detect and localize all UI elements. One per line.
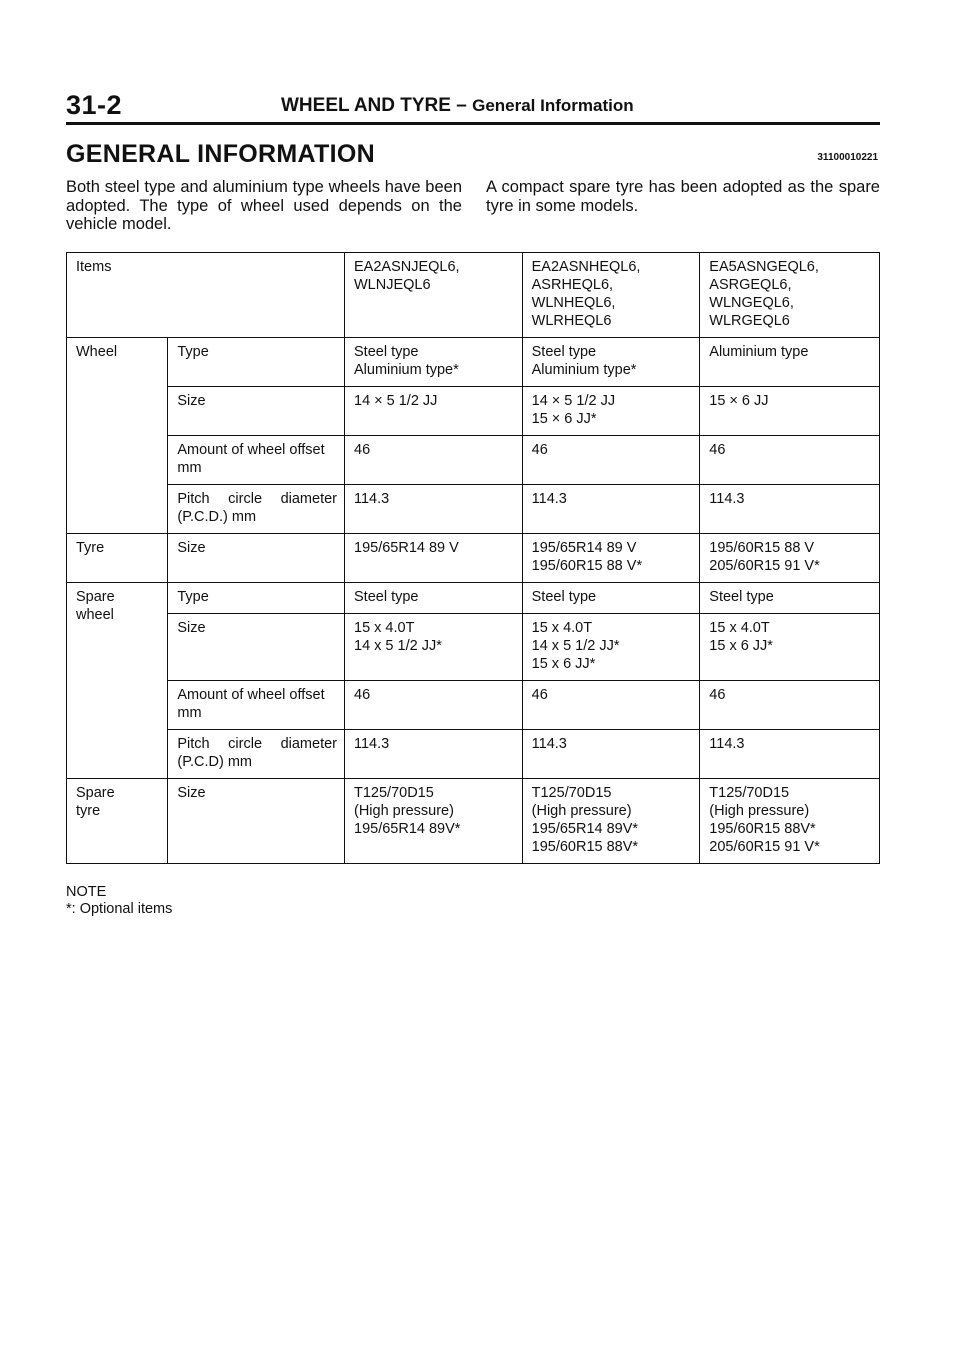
table-header-row (67, 253, 880, 338)
table-cell: 46 (522, 681, 700, 730)
row-item-label: Size (168, 614, 345, 681)
table-cell: Steel type Aluminium type* (345, 338, 523, 387)
model-header-3: EA5ASNGEQL6, ASRGEQL6, WLNGEQL6, WLRGEQL6 (700, 253, 880, 338)
table-cell: 46 (700, 681, 880, 730)
table-cell: 46 (345, 681, 523, 730)
table-cell: 114.3 (345, 485, 523, 534)
table-cell: 46 (522, 436, 700, 485)
table-cell: 46 (700, 436, 880, 485)
model-header-1: EA2ASNJEQL6, WLNJEQL6 (345, 253, 523, 338)
group-spare-wheel: Spare wheel (67, 583, 168, 779)
table-row (67, 387, 880, 436)
table-cell: Aluminium type (700, 338, 880, 387)
row-item-label: Type (168, 338, 345, 387)
note-title: NOTE (66, 884, 107, 900)
row-item-label: Size (168, 779, 345, 864)
table-row (67, 730, 880, 779)
table-row (67, 681, 880, 730)
table-cell: 195/60R15 88 V 205/60R15 91 V* (700, 534, 880, 583)
table-cell: 114.3 (700, 485, 880, 534)
table-row (67, 779, 880, 864)
row-item-label: Pitch circle diameter (P.C.D) mm (168, 730, 345, 779)
header-separator: – (456, 95, 467, 116)
header-title (281, 95, 634, 117)
table-cell: T125/70D15 (High pressure) 195/65R14 89V* 195/60R15 88V* (522, 779, 700, 864)
table-cell: 195/65R14 89 V 195/60R15 88 V* (522, 534, 700, 583)
model-header-2: EA2ASNHEQL6, ASRHEQL6, WLNHEQL6, WLRHEQL6 (522, 253, 700, 338)
table-cell: 195/65R14 89 V (345, 534, 523, 583)
row-item-label: Amount of wheel offset mm (168, 436, 345, 485)
page-header (66, 90, 880, 125)
page-number: 31-2 (66, 90, 123, 120)
table-row (67, 485, 880, 534)
row-item-label: Size (168, 387, 345, 436)
table-cell: 114.3 (522, 485, 700, 534)
group-tyre: Tyre (67, 534, 168, 583)
row-item-label: Type (168, 583, 345, 614)
table-cell: 14 × 5 1/2 JJ (345, 387, 523, 436)
items-header: Items (67, 253, 345, 338)
row-item-label: Amount of wheel offset mm (168, 681, 345, 730)
table-cell: T125/70D15 (High pressure) 195/60R15 88V* 205/60R15 91 V* (700, 779, 880, 864)
table-cell: 114.3 (700, 730, 880, 779)
table-cell: Steel type (522, 583, 700, 614)
reference-code: 31100010221 (817, 152, 878, 163)
table-cell: 114.3 (522, 730, 700, 779)
table-cell: 14 × 5 1/2 JJ 15 × 6 JJ* (522, 387, 700, 436)
row-item-label: Pitch circle diameter (P.C.D.) mm (168, 485, 345, 534)
table-cell: Steel type (345, 583, 523, 614)
row-item-label: Size (168, 534, 345, 583)
specification-table (66, 252, 880, 864)
table-cell: Steel type Aluminium type* (522, 338, 700, 387)
intro-paragraph-right: A compact spare tyre has been adopted as the spare tyre in some models. (486, 178, 880, 215)
table-row (67, 534, 880, 583)
table-cell: 15 x 4.0T 14 x 5 1/2 JJ* (345, 614, 523, 681)
table-row (67, 436, 880, 485)
table-cell: 15 x 4.0T 15 x 6 JJ* (700, 614, 880, 681)
section-heading: GENERAL INFORMATION (66, 140, 375, 168)
note-text: *: Optional items (66, 901, 173, 917)
table-cell: 46 (345, 436, 523, 485)
table-cell: 15 × 6 JJ (700, 387, 880, 436)
note (66, 884, 172, 918)
header-subsection: General Information (472, 96, 634, 115)
group-spare-tyre: Spare tyre (67, 779, 168, 864)
group-wheel: Wheel (67, 338, 168, 534)
table-row (67, 614, 880, 681)
intro-paragraph-left: Both steel type and aluminium type wheels have been adopted. The type of wheel used depends on the vehicle model. (66, 178, 462, 233)
table-row (67, 338, 880, 387)
table-cell: 114.3 (345, 730, 523, 779)
table-cell: 15 x 4.0T 14 x 5 1/2 JJ* 15 x 6 JJ* (522, 614, 700, 681)
table-row (67, 583, 880, 614)
table-cell: T125/70D15 (High pressure) 195/65R14 89V* (345, 779, 523, 864)
header-section: WHEEL AND TYRE (281, 95, 451, 116)
table-cell: Steel type (700, 583, 880, 614)
